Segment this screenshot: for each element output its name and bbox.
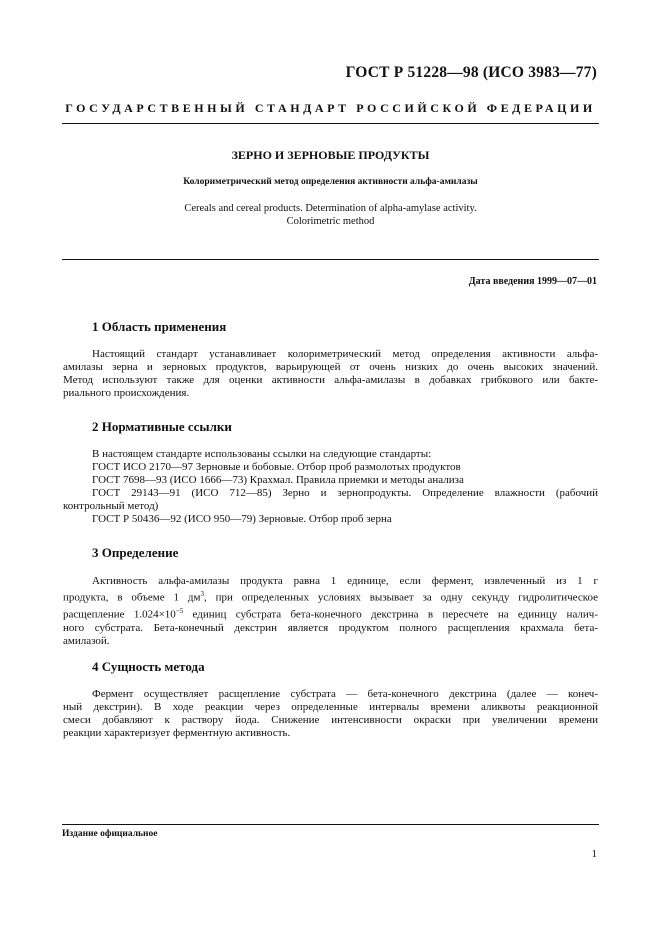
header-divider [62, 123, 599, 124]
section-2-line: ГОСТ 7698—93 (ИСО 1666—73) Крахмал. Правила приемки и методы анализа [92, 474, 464, 487]
document-title: ЗЕРНО И ЗЕРНОВЫЕ ПРОДУКТЫ [231, 148, 430, 162]
section-2-line: контрольный метод) [63, 500, 159, 513]
section-2-heading: 2 Нормативные ссылки [92, 419, 232, 434]
section-4-line: Фермент осуществляет расщепление субстрата — бета-конечного декстрина (далее — конеч- [92, 688, 598, 700]
section-2-line: ГОСТ ИСО 2170—97 Зерновые и бобовые. Отбор проб размолотых продуктов [92, 461, 461, 474]
section-2-text [63, 448, 598, 527]
section-1-line: Метод используют также для оценки активности альфа-амилазы в добавках грибкового или бакте- [63, 374, 598, 387]
section-1-line: риального происхождения. [63, 387, 190, 400]
section-3-line-part: расщепление 1.024×10 [63, 608, 176, 621]
section-3-line: ного субстрата. Бета-конечный декстрин является продуктом полного расщепления крахмала бета- [63, 621, 598, 634]
section-4-line: ный декстрин). В ходе реакции через определенные интервалы времени аликвоты реакционной [63, 701, 598, 714]
section-3-line-part: , при определенных условиях вызывает за одну секунду гидролитическое [204, 591, 598, 604]
footer-divider [62, 824, 599, 825]
section-4-heading: 4 Сущность метода [92, 659, 205, 674]
english-title-line-1: Cereals and cereal products. Determination of alpha-amylase activity. [184, 203, 477, 214]
section-3-text [63, 575, 598, 648]
section-2-line: ГОСТ Р 50436—92 (ИСО 950—79) Зерновые. Отбор проб зерна [92, 513, 392, 526]
section-3-line: Активность альфа-амилазы продукта равна 1 единице, если фермент, извлеченный из 1 г [92, 575, 598, 587]
section-1-text [63, 348, 598, 400]
document-code: ГОСТ Р 51228—98 (ИСО 3983—77) [345, 64, 597, 81]
superscript: 3 [200, 590, 204, 599]
title-divider [62, 259, 599, 260]
superscript: −5 [175, 606, 184, 615]
section-2-line: В настоящем стандарте использованы ссылки на следующие стандарты: [92, 448, 432, 460]
english-title [62, 202, 599, 228]
section-4-line: смеси добавляют к раствору йода. Снижение интенсивности окраски при увеличении времени [63, 714, 598, 727]
section-2-line: ГОСТ 29143—91 (ИСО 712—85) Зерно и зернопродукты. Определение влажности (рабочий [92, 487, 598, 500]
section-1-line: Настоящий стандарт устанавливает колориметрический метод определения активности альфа- [92, 348, 598, 360]
section-3-line [63, 605, 598, 622]
english-title-line-2: Colorimetric method [286, 216, 375, 227]
section-1-heading: 1 Область применения [92, 319, 227, 334]
section-1-line: амилазы зерна и зерновых продуктов, варьирующей от очень низких до очень высоких значений. [63, 361, 598, 374]
section-4-text [63, 688, 598, 740]
introduction-date: Дата введения 1999—07—01 [468, 276, 597, 287]
section-3-line: амилазой. [63, 634, 110, 647]
section-3-line-part: единиц субстрата бета-конечного декстрина в пересчете на единицу налич- [183, 608, 598, 621]
state-standard-heading: ГОСУДАРСТВЕННЫЙ СТАНДАРТ РОССИЙСКОЙ ФЕДЕРАЦИИ [65, 101, 596, 115]
section-3-heading: 3 Определение [92, 545, 179, 560]
section-4-line: реакции характеризует ферментную активность. [63, 727, 291, 740]
section-3-line-part: продукта, в объеме 1 дм [63, 591, 201, 604]
page-number: 1 [591, 848, 597, 860]
official-edition-label: Издание официальное [62, 829, 158, 839]
document-subtitle: Колориметрический метод определения активности альфа-амилазы [183, 177, 478, 187]
section-3-line [63, 588, 598, 605]
